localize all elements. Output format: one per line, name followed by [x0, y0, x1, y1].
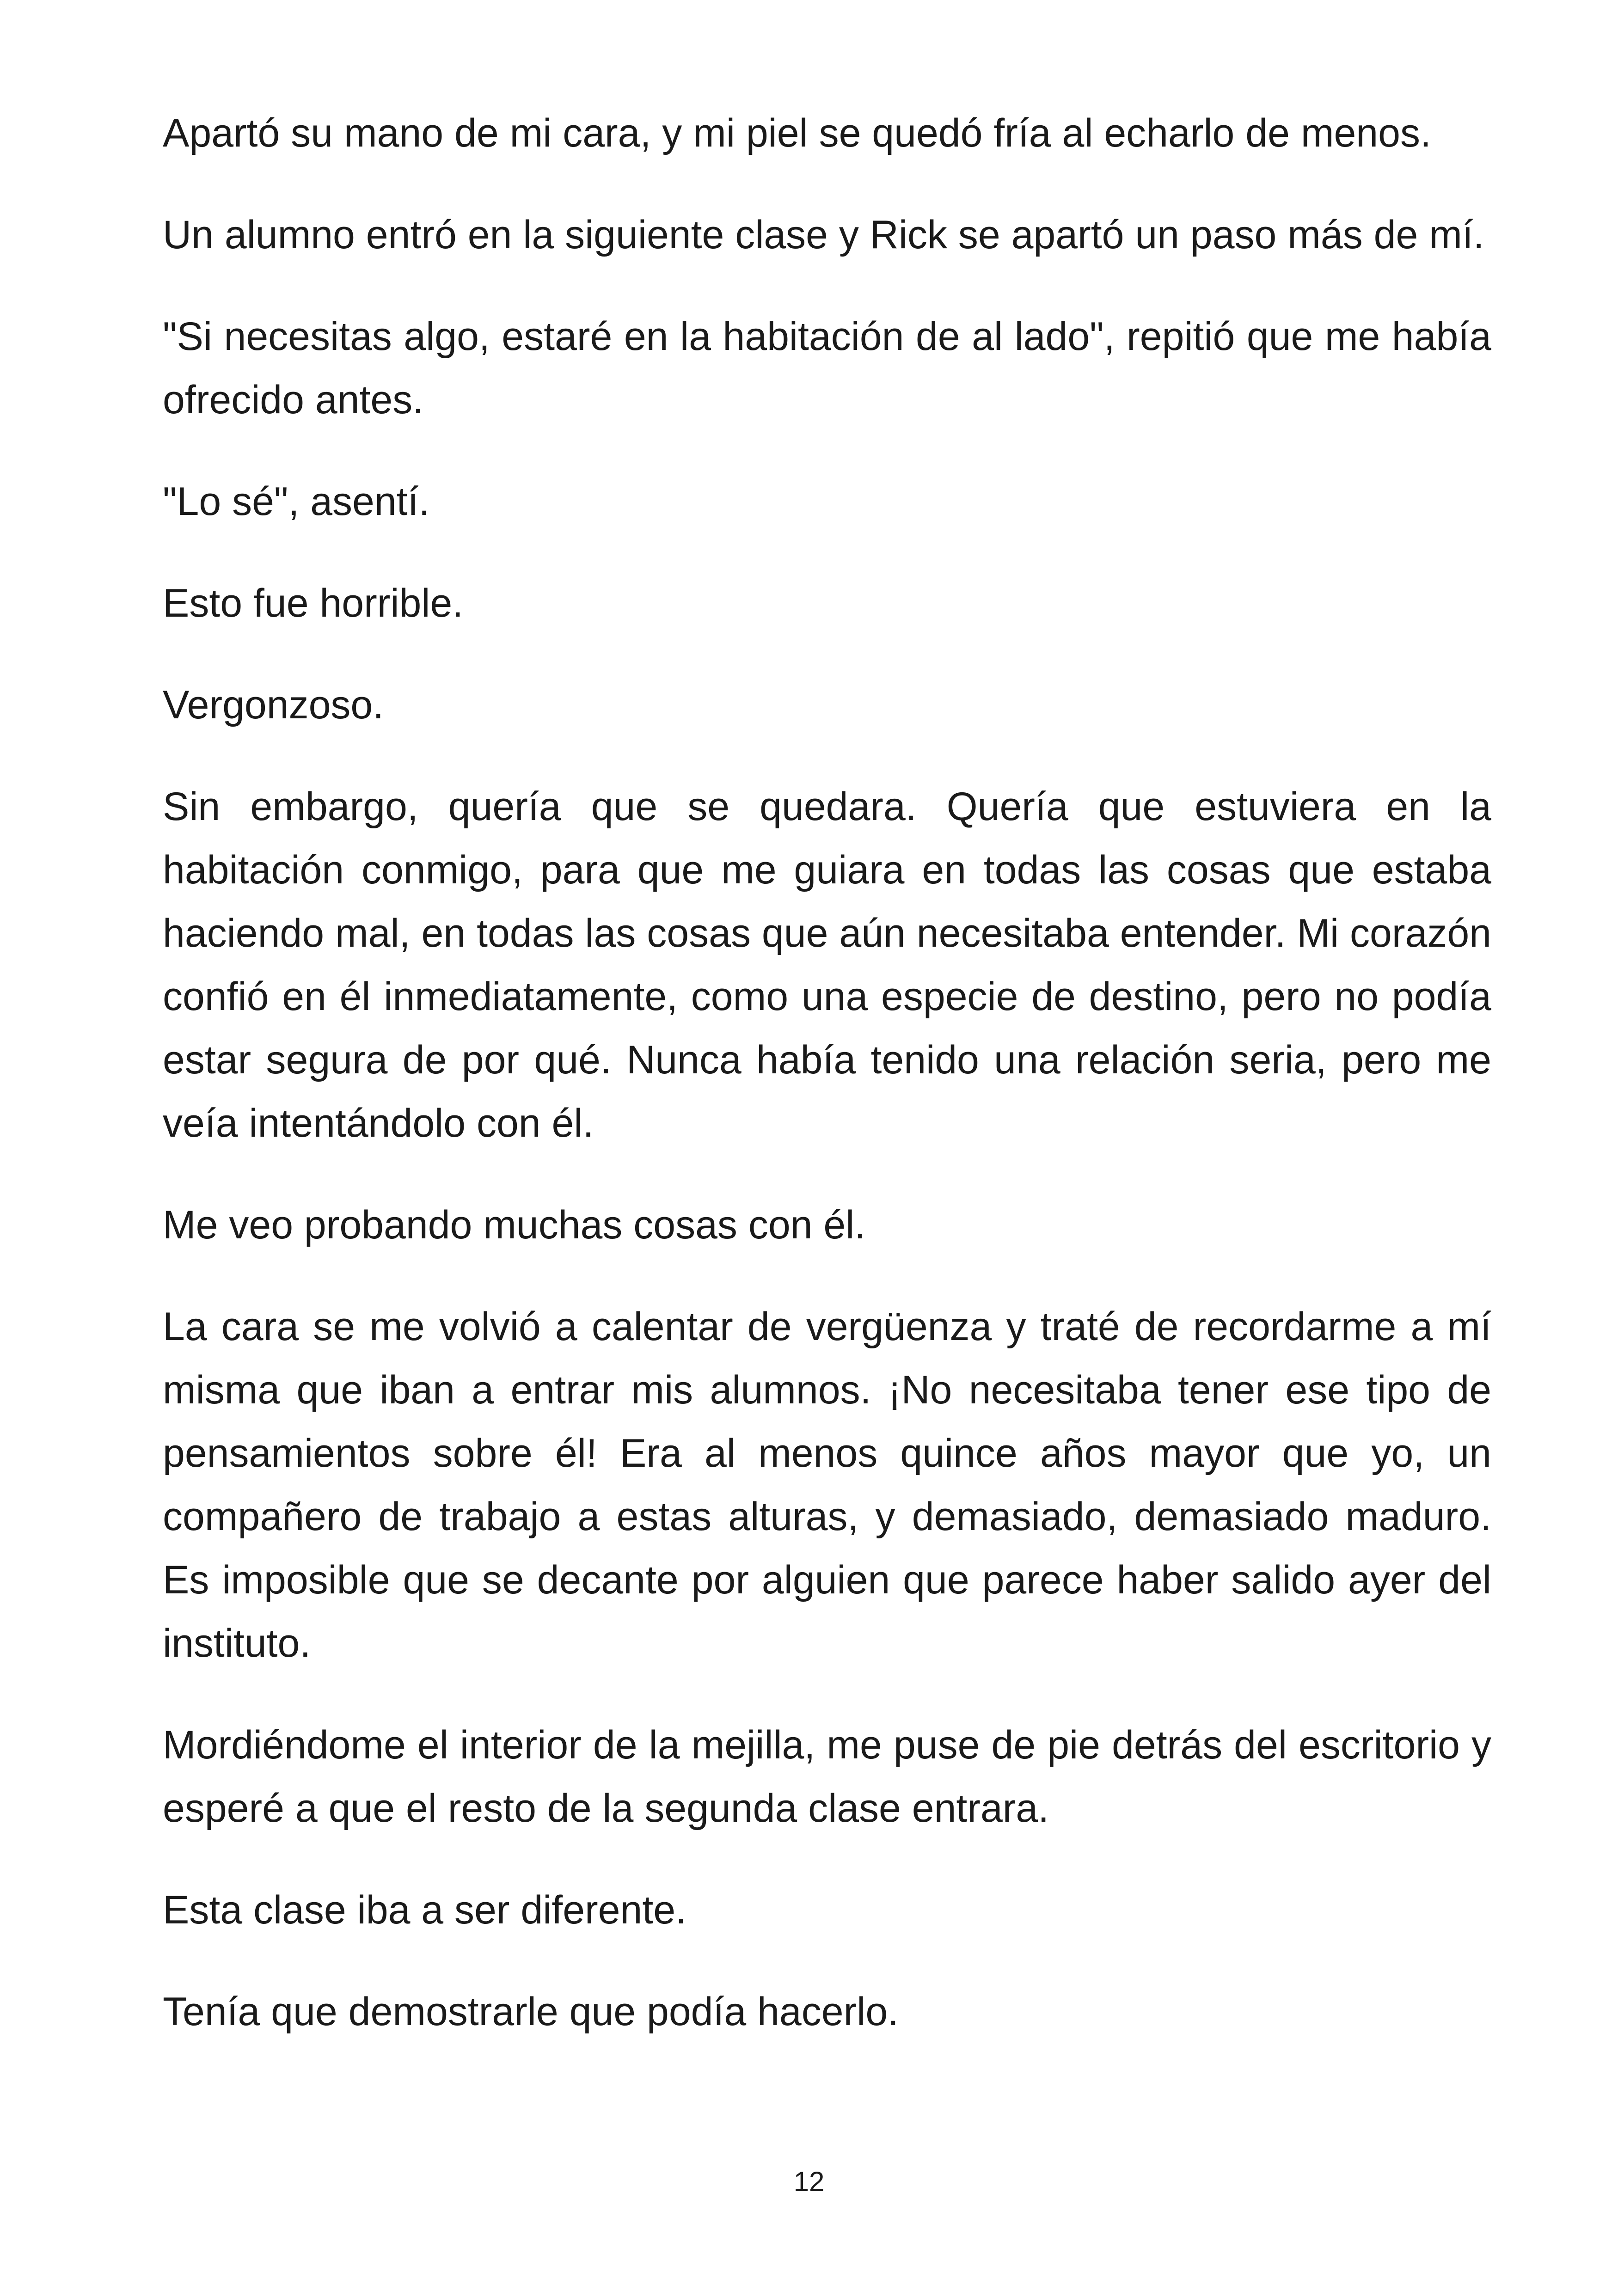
paragraph: Mordiéndome el interior de la mejilla, me puse de pie detrás del escritorio y esperé a que el resto de la segunda clase entrara.: [163, 1723, 1491, 1831]
paragraph: "Lo sé", asentí.: [163, 479, 430, 524]
paragraph: Me veo probando muchas cosas con él.: [163, 1203, 866, 1247]
paragraph: Esto fue horrible.: [163, 581, 464, 625]
paragraph: "Si necesitas algo, estaré en la habitación de al lado", repitió que me había ofrecido antes.: [163, 314, 1491, 422]
paragraph: Apartó su mano de mi cara, y mi piel se quedó fría al echarlo de menos.: [163, 111, 1431, 155]
paragraph: Sin embargo, quería que se quedara. Quería que estuviera en la habitación conmigo, para que me guiara en todas las cosas que estaba haciendo mal, en todas las cosas que aún necesitaba entender. Mi corazón confió en él inmediatamente, como una especie de destino, pero no podía estar segura de por qué. Nunca había tenido una relación seria, pero me veía intentándolo con él.: [163, 784, 1491, 1145]
paragraph: La cara se me volvió a calentar de vergüenza y traté de recordarme a mí misma que iban a entrar mis alumnos. ¡No necesitaba tener ese tipo de pensamientos sobre él! Era al menos quince años mayor que yo, un compañero de trabajo a estas alturas, y demasiado, demasiado maduro. Es imposible que se decante por alguien que parece haber salido ayer del instituto.: [163, 1304, 1491, 1665]
page-number: 12: [793, 2166, 825, 2197]
paragraph: Vergonzoso.: [163, 683, 384, 727]
body-text: [163, 102, 1491, 2082]
paragraph: Tenía que demostrarle que podía hacerlo.: [163, 1990, 899, 2034]
paragraph: Esta clase iba a ser diferente.: [163, 1888, 686, 1932]
paragraph: Un alumno entró en la siguiente clase y Rick se apartó un paso más de mí.: [163, 213, 1484, 257]
